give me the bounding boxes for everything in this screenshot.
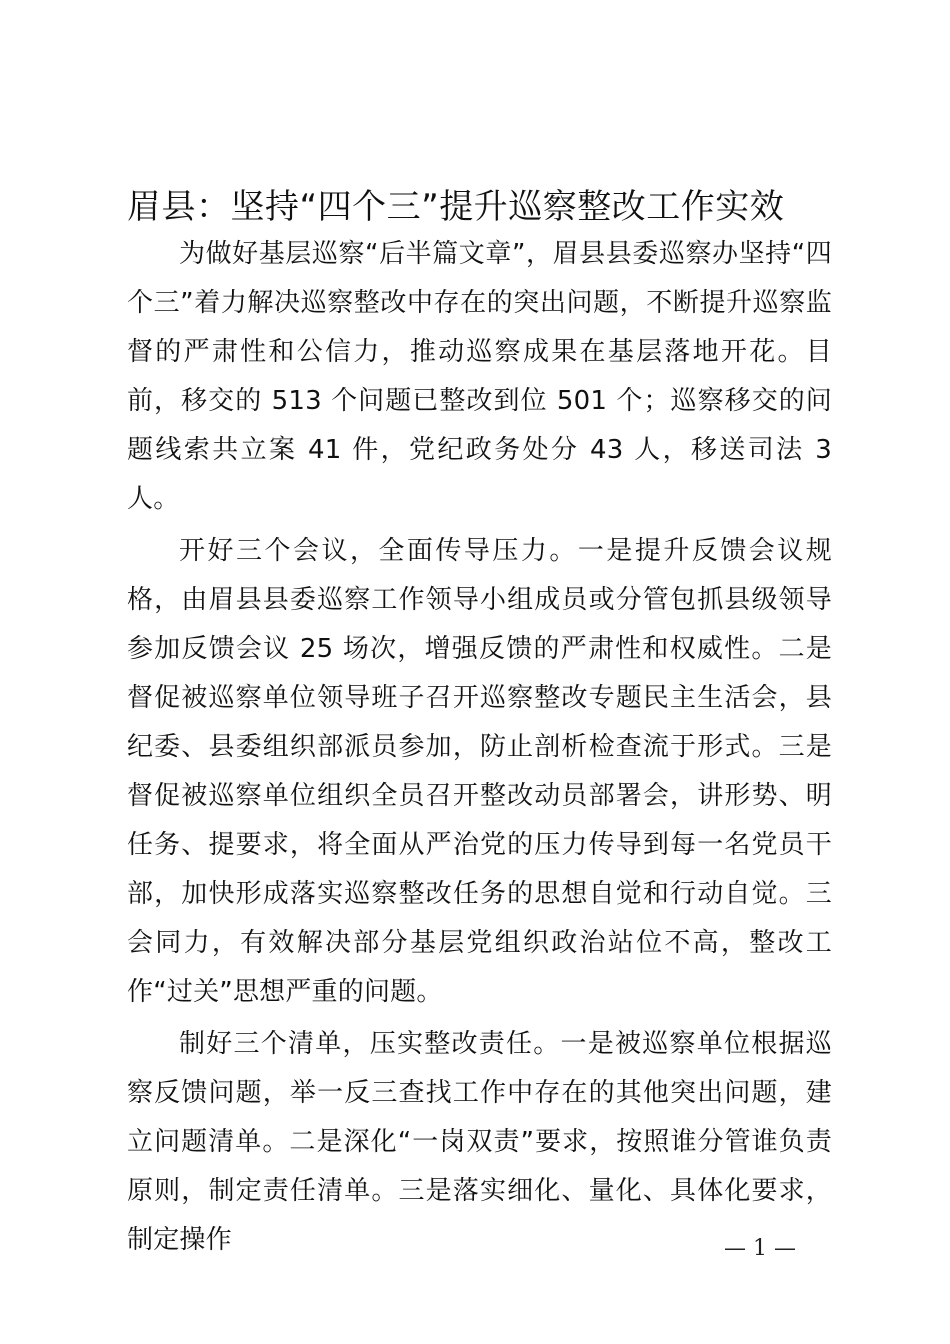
paragraph-meetings: 开好三个会议，全面传导压力。一是提升反馈会议规格，由眉县县委巡察工作领导小组成员或分管包抓县级领导参加反馈会议 25 场次，增强反馈的严肃性和权威性。二是督促被巡察单位领导班子召开巡察整改专题民主生活会，县纪委、县委组织部派员参加，防止剖析检查流于形式。三是督促被巡察单位组织全员召开整改动员部署会，讲形势、明任务、提要求，将全面从严治党的压力传导到每一名党员干部，加快形成落实巡察整改任务的思想自觉和行动自觉。三会同力，有效解决部分基层党组织政治站位不高，整改工作“过关”思想严重的问题。	[127, 536, 832, 1007]
document-body	[127, 230, 832, 1265]
paragraph-lists: 制好三个清单，压实整改责任。一是被巡察单位根据巡察反馈问题，举一反三查找工作中存在的其他突出问题，建立问题清单。二是深化“一岗双责”要求，按照谁分管谁负责原则，制定责任清单。三是落实细化、量化、具体化要求，制定操作	[127, 1029, 832, 1255]
paragraph-intro: 为做好基层巡察“后半篇文章”，眉县县委巡察办坚持“四个三”着力解决巡察整改中存在的突出问题，不断提升巡察监督的严肃性和公信力，推动巡察成果在基层落地开花。目前，移交的 513 个问题已整改到位 501 个；巡察移交的问题线索共立案 41 件，党纪政务处分 43 人，移送司法 3 人。	[127, 239, 832, 514]
page-number: — 1 —	[724, 1236, 796, 1261]
document-title: 眉县：坚持“四个三”提升巡察整改工作实效	[127, 187, 785, 227]
